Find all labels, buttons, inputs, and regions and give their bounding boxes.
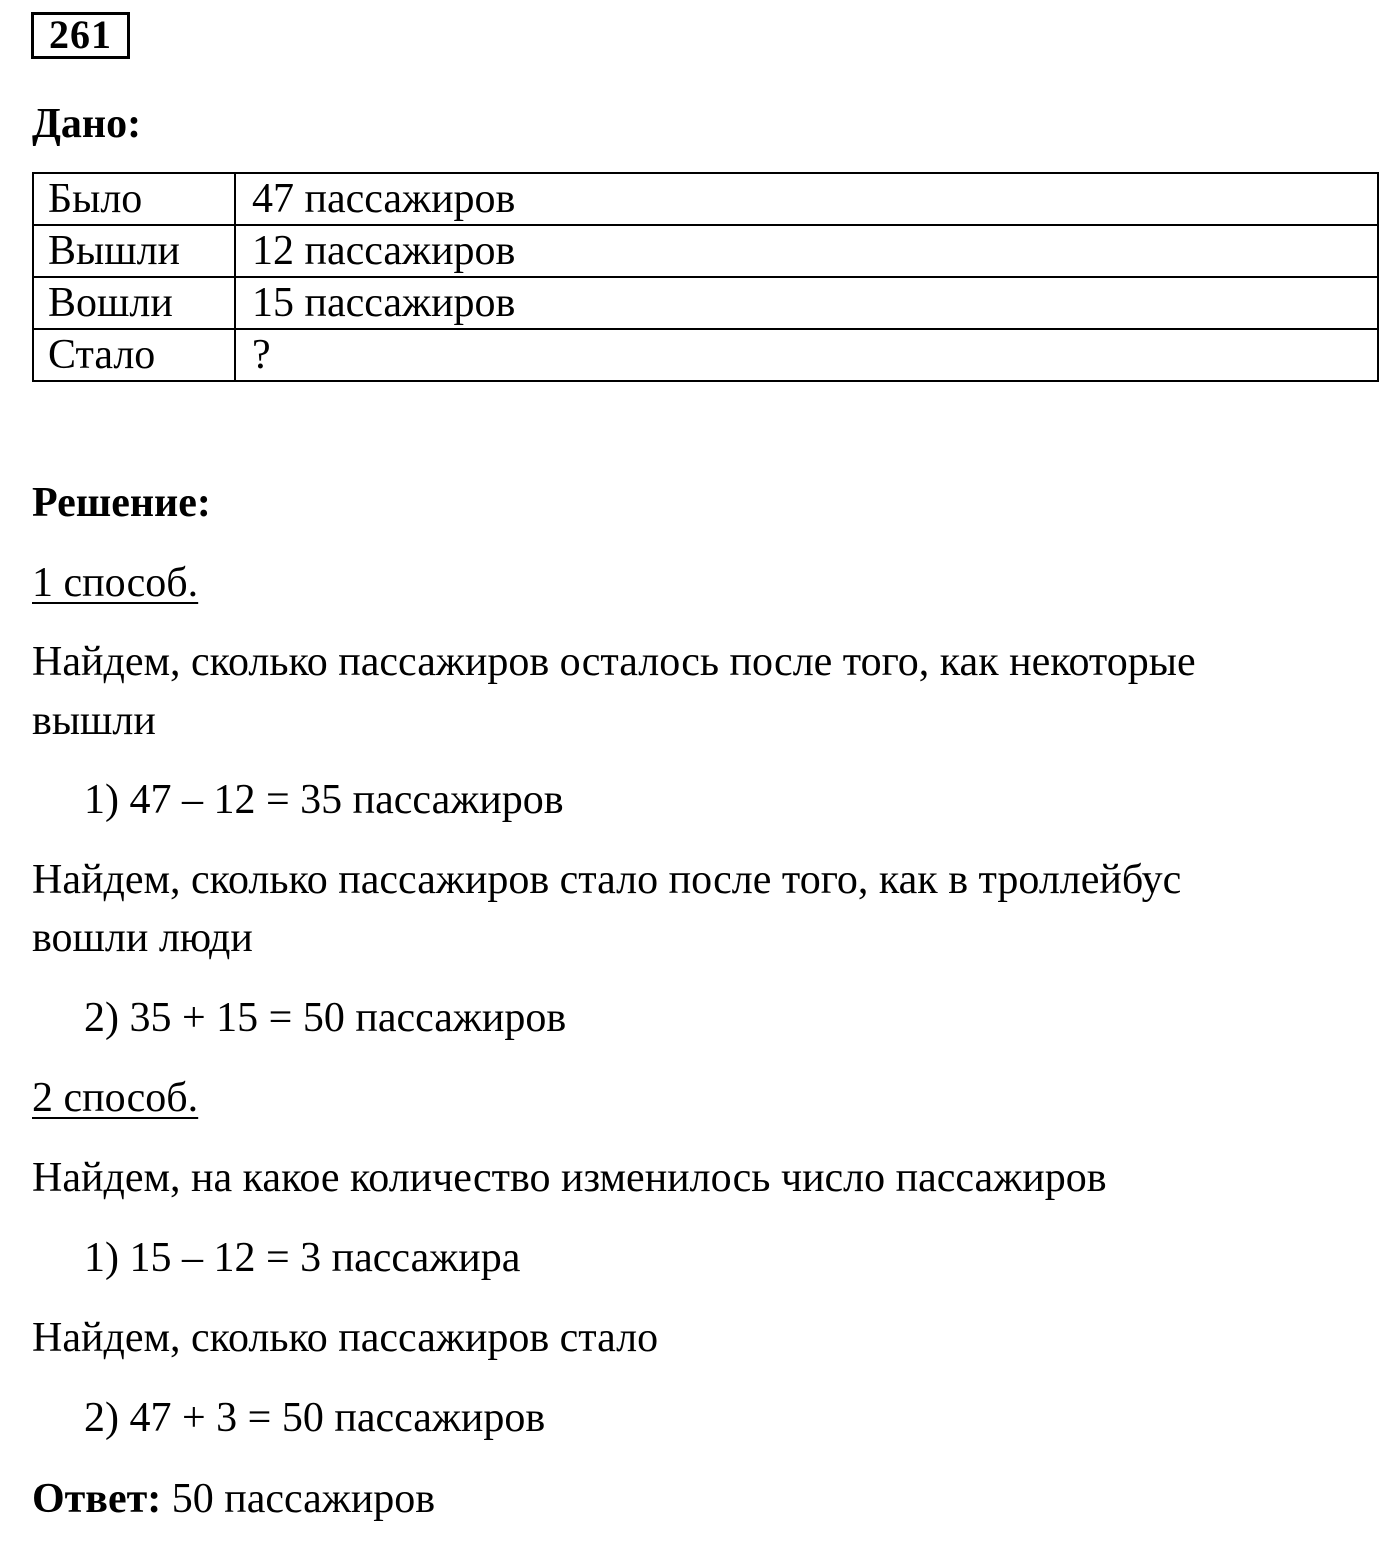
row-label: Вышли [33,225,235,277]
row-value: 15 пассажиров [235,277,1378,329]
method1-text1-line2: вышли [32,698,156,744]
method1-text1-line1: Найдем, сколько пассажиров осталось после того, как некоторые [32,639,1196,685]
method2-step2: 2) 47 + 3 = 50 пассажиров [84,1395,546,1441]
method1-text2-line1: Найдем, сколько пассажиров стало после того, как в троллейбус [32,857,1182,903]
table-row [33,277,1378,329]
row-value: 47 пассажиров [235,173,1378,225]
row-label: Стало [33,329,235,381]
answer-label: Ответ: [32,1476,162,1522]
method2-title: 2 способ. [32,1075,199,1121]
method2-text2: Найдем, сколько пассажиров стало [32,1315,659,1361]
method1-step2: 2) 35 + 15 = 50 пассажиров [84,995,567,1041]
solution-heading: Решение: [32,480,211,526]
given-table [32,172,1379,382]
table-row [33,225,1378,277]
table-row [33,173,1378,225]
answer-value: 50 пассажиров [171,1476,436,1522]
method1-step1: 1) 47 – 12 = 35 пассажиров [84,777,564,823]
row-label: Было [33,173,235,225]
method2-text1: Найдем, на какое количество изменилось число пассажиров [32,1155,1107,1201]
given-heading: Дано: [32,101,142,147]
method1-text2-line2: вошли люди [32,915,253,961]
method1-title: 1 способ. [32,560,199,606]
row-label: Вошли [33,277,235,329]
answer [32,1478,435,1520]
method2-step1: 1) 15 – 12 = 3 пассажира [84,1235,521,1281]
row-value: ? [235,329,1378,381]
problem-number: 261 [31,12,130,59]
table-row [33,329,1378,381]
row-value: 12 пассажиров [235,225,1378,277]
